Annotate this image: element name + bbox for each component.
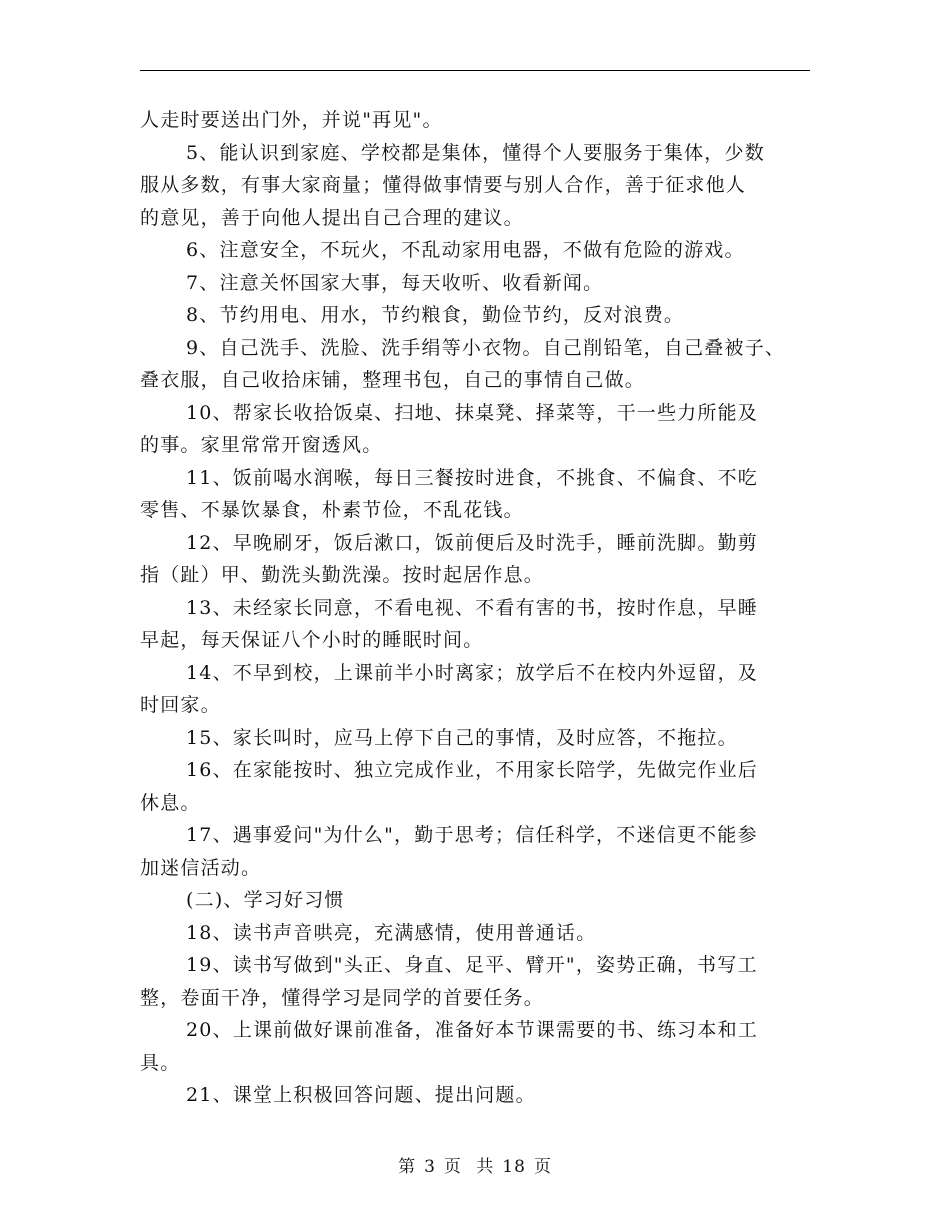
paragraph-line: 12、早晚刷牙，饭后漱口，饭前便后及时洗手，睡前洗脚。勤剪 <box>186 531 758 554</box>
footer-page-number: 3 <box>424 1157 436 1177</box>
paragraph-p7 <box>140 267 810 300</box>
footer-mid: 页 共 <box>443 1157 495 1177</box>
paragraph-line: 休息。 <box>140 791 201 814</box>
paragraph-line: 19、读书写做到"头正、身直、足平、臂开"，姿势正确，书写工 <box>186 954 758 976</box>
paragraph-line: 18、读书声音哄亮，充满感情，使用普通话。 <box>186 921 597 944</box>
paragraph-p-cont <box>140 104 810 137</box>
paragraph-p14 <box>140 657 810 722</box>
paragraph-line: 11、饭前喝水润喉，每日三餐按时进食，不挑食、不偏食、不吃 <box>186 466 758 489</box>
paragraph-p6 <box>140 234 810 267</box>
paragraph-p10 <box>140 397 810 462</box>
paragraph-line: 13、未经家长同意，不看电视、不看有害的书，按时作息，早睡 <box>186 596 758 619</box>
paragraph-line: 的事。家里常常开窗透风。 <box>140 434 383 456</box>
paragraph-line: 10、帮家长收拾饭桌、扫地、抹桌凳、择菜等，干一些力所能及 <box>186 401 758 424</box>
paragraph-line: 零售、不暴饮暴食，朴素节俭，不乱花钱。 <box>140 499 524 521</box>
paragraph-line: (二)、学习好习惯 <box>186 889 345 911</box>
paragraph-line: 9、自己洗手、洗脸、洗手绢等小衣物。自己削铅笔，自己叠被子、 <box>186 336 786 359</box>
footer-total-pages: 18 <box>502 1157 526 1177</box>
paragraph-p16 <box>140 754 810 819</box>
paragraph-line: 7、注意关怀国家大事，每天收听、收看新闻。 <box>186 271 604 294</box>
paragraph-line: 的意见，善于向他人提出自己合理的建议。 <box>140 206 524 229</box>
paragraph-line: 服从多数，有事大家商量；懂得做事情要与别人合作，善于征求他人 <box>140 174 747 196</box>
paragraph-p9 <box>140 332 810 397</box>
paragraph-p19 <box>140 949 810 1014</box>
paragraph-line: 加迷信活动。 <box>140 856 262 879</box>
paragraph-line: 16、在家能按时、独立完成作业，不用家长陪学，先做完作业后 <box>186 759 758 781</box>
paragraph-p11 <box>140 462 810 527</box>
paragraph-p18 <box>140 917 810 950</box>
paragraph-p8 <box>140 299 810 332</box>
paragraph-line: 5、能认识到家庭、学校都是集体，懂得个人要服务于集体，少数 <box>186 141 765 164</box>
paragraph-line: 21、课堂上积极回答问题、提出问题。 <box>186 1084 536 1106</box>
footer-prefix: 第 <box>398 1157 417 1177</box>
paragraph-line: 叠衣服，自己收拾床铺，整理书包，自己的事情自己做。 <box>140 369 646 391</box>
paragraph-p5 <box>140 137 810 235</box>
paragraph-p12 <box>140 527 810 592</box>
header-rule <box>140 70 810 71</box>
paragraph-p15 <box>140 722 810 755</box>
paragraph-line: 17、遇事爱问"为什么"，勤于思考；信任科学，不迷信更不能参 <box>186 824 758 846</box>
paragraph-line: 6、注意安全，不玩火，不乱动家用电器，不做有危险的游戏。 <box>186 239 745 261</box>
paragraph-line: 具。 <box>140 1051 181 1074</box>
paragraph-line: 时回家。 <box>140 694 221 716</box>
page-footer <box>0 1152 950 1177</box>
paragraph-p21 <box>140 1079 810 1112</box>
footer-suffix: 页 <box>533 1157 552 1177</box>
document-body <box>140 104 810 1112</box>
paragraph-line: 人走时要送出门外，并说"再见"。 <box>140 109 443 131</box>
paragraph-line: 指（趾）甲、勤洗头勤洗澡。按时起居作息。 <box>140 564 545 586</box>
paragraph-line: 14、不早到校，上课前半小时离家；放学后不在校内外逗留，及 <box>186 661 758 684</box>
paragraph-line: 整，卷面干净，懂得学习是同学的首要任务。 <box>140 986 545 1009</box>
paragraph-p20 <box>140 1014 810 1079</box>
paragraph-line: 15、家长叫时，应马上停下自己的事情，及时应答，不拖拉。 <box>186 726 738 749</box>
paragraph-line: 8、节约用电、用水，节约粮食，勤俭节约，反对浪费。 <box>186 304 685 326</box>
paragraph-line: 20、上课前做好课前准备，准备好本节课需要的书、练习本和工 <box>186 1019 758 1041</box>
paragraph-p17 <box>140 819 810 884</box>
paragraph-line: 早起，每天保证八个小时的睡眠时间。 <box>140 629 484 651</box>
section-heading <box>140 884 810 917</box>
paragraph-p13 <box>140 592 810 657</box>
